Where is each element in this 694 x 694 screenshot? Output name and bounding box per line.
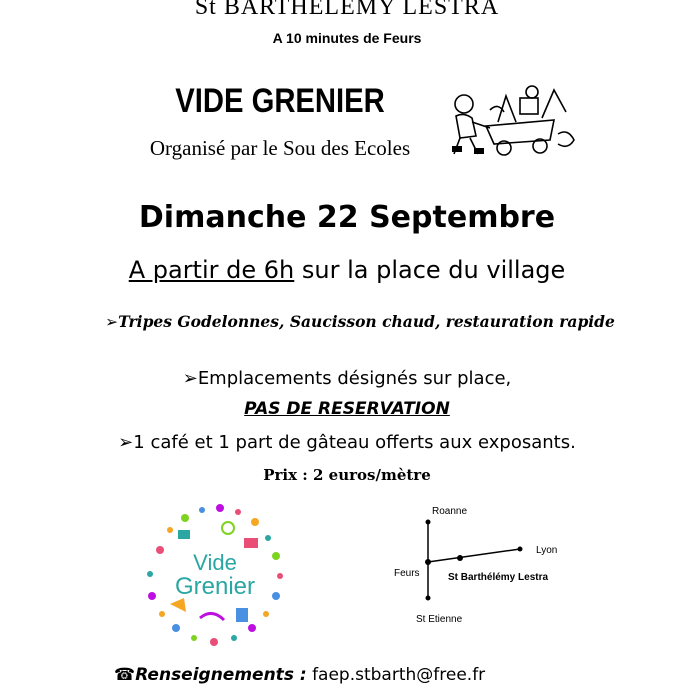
food-text: Tripes Godelonnes, Saucisson chaud, restauration rapide [118,312,615,331]
event-place: sur la place du village [294,256,566,284]
contact-line [114,665,485,685]
food-line [100,310,620,334]
distance-subtitle: A 10 minutes de Feurs [272,30,422,46]
spaces-text: Emplacements désignés sur place, [197,368,512,389]
contact-label: Renseignements : [135,665,307,685]
event-time-place [0,256,694,284]
logo-line1: Vide [193,550,237,575]
map-label-north: Roanne [432,506,468,517]
map-label-village: St Barthélémy Lestra [448,572,549,583]
logo-line2: Grenier [174,573,256,600]
event-start-time: A partir de 6h [128,256,295,284]
organizer-line: Organisé par le Sou des Ecoles [149,136,411,160]
town-name: St BARTHELEMY LESTRA [194,0,500,20]
event-title: VIDE GRENIER [175,82,385,120]
location-map [380,500,580,630]
phone-icon: ☎ [114,665,136,685]
offer-text: 1 café et 1 part de gâteau offerts aux exposants. [133,432,576,453]
bullet-arrow-icon: ➢ [105,313,119,331]
bullet-arrow-icon: ➢ [182,368,198,389]
vide-grenier-logo [140,500,290,650]
no-reservation-notice: PAS DE RESERVATION [244,399,450,419]
map-label-south: St Etienne [416,614,463,625]
junk-cart-illustration [442,82,582,162]
contact-email[interactable]: faep.stbarth@free.fr [312,665,486,685]
map-label-west: Feurs [394,568,420,579]
event-date: Dimanche 22 Septembre [138,200,556,235]
map-label-east: Lyon [536,545,558,556]
price-line: Prix : 2 euros/mètre [263,466,431,484]
spaces-line [0,368,694,389]
offer-line [0,432,694,453]
bullet-arrow-icon: ➢ [118,432,134,453]
